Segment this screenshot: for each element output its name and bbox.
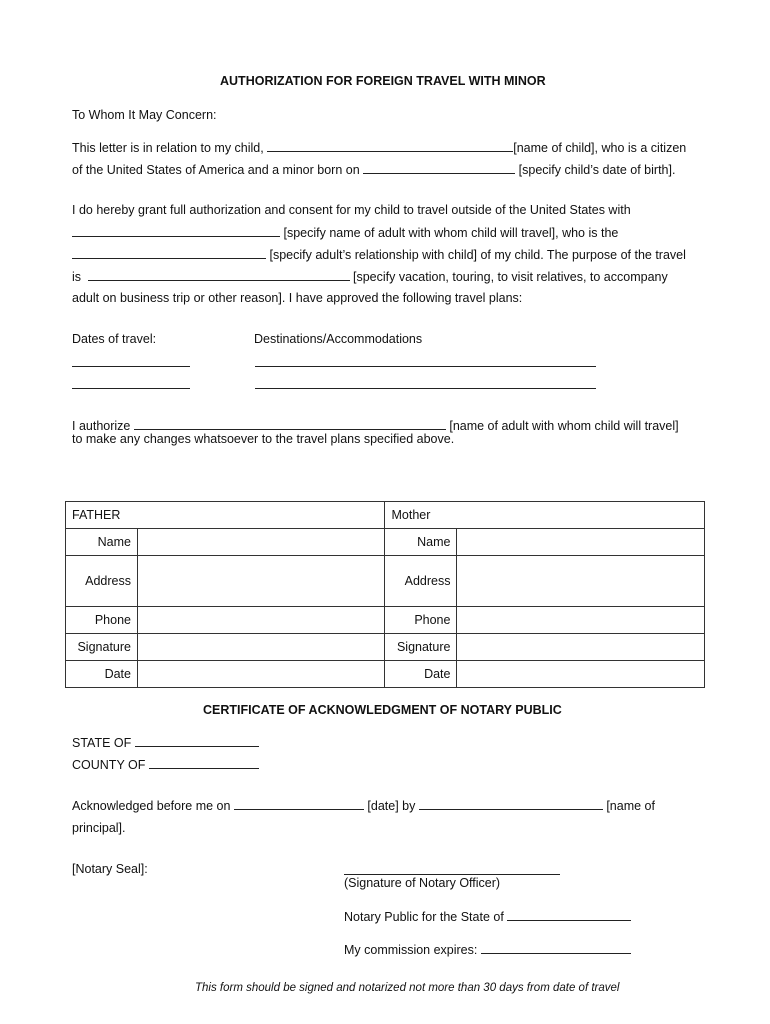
para2-line4 <box>72 269 668 284</box>
para2-text-b: [specify name of adult with whom child will travel], who is the <box>283 226 619 240</box>
notary-state-field[interactable] <box>507 909 631 921</box>
mother-signature-field[interactable] <box>457 634 705 661</box>
para2-text-e: [specify vacation, touring, to visit relatives, to accompany <box>353 270 668 284</box>
authorize-line2: to make any changes whatsoever to the travel plans specified above. <box>72 432 455 446</box>
salutation: To Whom It May Concern: <box>72 108 217 122</box>
county-line <box>72 757 259 772</box>
notary-title: CERTIFICATE OF ACKNOWLEDGMENT OF NOTARY PUBLIC <box>203 703 562 717</box>
father-phone-field[interactable] <box>137 607 385 634</box>
father-header: FATHER <box>66 502 385 529</box>
dates-of-travel-label: Dates of travel: <box>72 332 157 346</box>
county-label: COUNTY OF <box>72 758 146 772</box>
adult-relationship-field[interactable] <box>72 247 266 259</box>
acknowledged-line2: principal]. <box>72 821 126 835</box>
child-name-field[interactable] <box>267 140 513 152</box>
state-label: STATE OF <box>72 736 132 750</box>
ack-text-a: Acknowledged before me on <box>72 799 231 813</box>
para1-text-d: [specify child’s date of birth]. <box>518 163 676 177</box>
father-signature-field[interactable] <box>137 634 385 661</box>
para2-line3 <box>72 247 686 262</box>
mother-date-field[interactable] <box>457 661 705 688</box>
father-signature-label: Signature <box>66 634 138 661</box>
ack-date-field[interactable] <box>234 798 364 810</box>
mother-phone-field[interactable] <box>457 607 705 634</box>
notary-state-line <box>344 909 631 924</box>
travel-purpose-field[interactable] <box>88 269 350 281</box>
destination-line-2[interactable] <box>255 388 596 389</box>
travel-date-line-2[interactable] <box>72 388 190 389</box>
authorize-text-a: I authorize <box>72 419 131 433</box>
para2-text-d: is <box>72 270 82 284</box>
father-address-label: Address <box>66 556 138 607</box>
para2-line2 <box>72 225 618 240</box>
destinations-label: Destinations/Accommodations <box>254 332 423 346</box>
county-field[interactable] <box>149 757 259 769</box>
mother-date-label: Date <box>385 661 457 688</box>
state-line <box>72 735 259 750</box>
parents-table <box>65 501 705 688</box>
father-date-field[interactable] <box>137 661 385 688</box>
notary-state-label: Notary Public for the State of <box>344 910 504 924</box>
commission-line <box>344 942 631 957</box>
mother-name-label: Name <box>385 529 457 556</box>
para1-text-a: This letter is in relation to my child, <box>72 141 264 155</box>
authorize-line1 <box>72 418 679 433</box>
para1-line2 <box>72 162 675 177</box>
mother-phone-label: Phone <box>385 607 457 634</box>
footer-note: This form should be signed and notarized not more than 30 days from date of travel <box>195 982 620 994</box>
child-dob-field[interactable] <box>363 162 515 174</box>
commission-field[interactable] <box>481 942 631 954</box>
father-name-field[interactable] <box>137 529 385 556</box>
mother-address-field[interactable] <box>457 556 705 607</box>
father-date-label: Date <box>66 661 138 688</box>
notary-signature-label: (Signature of Notary Officer) <box>344 876 501 890</box>
para1-text-c: of the United States of America and a minor born on <box>72 163 360 177</box>
principal-name-field[interactable] <box>419 798 603 810</box>
para1-line1 <box>72 140 686 155</box>
travel-date-line-1[interactable] <box>72 366 190 367</box>
ack-text-c: [name of <box>606 799 655 813</box>
father-address-field[interactable] <box>137 556 385 607</box>
mother-address-label: Address <box>385 556 457 607</box>
father-name-label: Name <box>66 529 138 556</box>
document-title: AUTHORIZATION FOR FOREIGN TRAVEL WITH MINOR <box>220 74 546 88</box>
authorize-text-b: [name of adult with whom child will travel] <box>449 419 679 433</box>
para2-line1: I do hereby grant full authorization and consent for my child to travel outside of the United States with <box>72 203 631 217</box>
commission-label: My commission expires: <box>344 943 478 957</box>
para2-line5: adult on business trip or other reason]. I have approved the following travel plans: <box>72 291 523 305</box>
mother-signature-label: Signature <box>385 634 457 661</box>
adult-name-field[interactable] <box>72 225 280 237</box>
notary-seal-label: [Notary Seal]: <box>72 862 148 876</box>
acknowledged-line1 <box>72 798 655 813</box>
destination-line-1[interactable] <box>255 366 596 367</box>
notary-signature-line[interactable] <box>344 874 560 875</box>
father-phone-label: Phone <box>66 607 138 634</box>
mother-header: Mother <box>385 502 705 529</box>
para1-text-b: [name of child], who is a citizen <box>513 141 687 155</box>
state-field[interactable] <box>135 735 259 747</box>
ack-text-b: [date] by <box>367 799 416 813</box>
para2-text-c: [specify adult’s relationship with child] of my child. The purpose of the travel <box>269 248 686 262</box>
authorized-adult-field[interactable] <box>134 418 446 430</box>
mother-name-field[interactable] <box>457 529 705 556</box>
